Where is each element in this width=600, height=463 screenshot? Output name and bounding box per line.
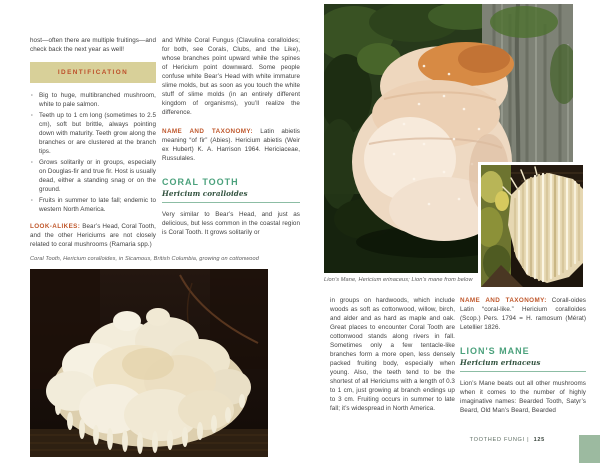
lions-mane-inset-photo (478, 162, 583, 287)
coral-tooth-paragraph: Very similar to Bear’s Head, and just as delicious, but less common in the coastal region is Coral Tooth. It grows solitarily or (162, 211, 300, 236)
identification-bullet: · Teeth up to 1 cm long (sometimes to 2.5 cm), soft but brittle, always pointing down with maturity. Teeth grow along the branches or are clustered at the branch tips. (30, 111, 156, 156)
taxonomy-paragraph (162, 127, 300, 163)
coral-tooth-photo (30, 269, 268, 457)
section-divider (460, 371, 586, 372)
section-divider (162, 202, 300, 203)
section-title: LION'S MANE (460, 346, 530, 356)
taxonomy-label: NAME AND TAXONOMY: (162, 128, 254, 135)
section-species-name: Hericium erinaceus (460, 358, 541, 367)
section-species-name: Hericium coralloides (162, 189, 248, 198)
identification-bullet: · Fruits in summer to late fall; endemic to western North America. (30, 196, 156, 214)
identification-bullet: · Grows solitarily or in groups, especially on Douglas-fir and true fir. Host is usually dead, either a standing snag or on the ground. (30, 158, 156, 194)
bears-head-paragraph: and White Coral Fungus (Clavulina coralloides; for both, see Corals, Clubs, and the Like), whose branches point upward while the spines of Hericium point downward. Some people confuse white Bear’s Head with white immature slime molds, but as soon as you touch the white stuff of slime molds (in an entirely different kingdom of organisms), you’ll realize the difference. (162, 37, 300, 116)
lions-mane-photo-caption: Lion’s Mane, Hericium erinaceus; Lion’s mane from below (324, 277, 473, 283)
section-title: CORAL TOOTH (162, 177, 239, 187)
right-page-column-1 (330, 296, 455, 421)
identification-box: IDENTIFICATION (30, 62, 156, 83)
look-alikes-paragraph (30, 222, 156, 249)
page-number: 125 (533, 437, 545, 443)
left-page-column-2 (162, 36, 300, 245)
look-alikes-label: LOOK-ALIKES: (30, 223, 81, 230)
identification-bullet-list (30, 91, 156, 214)
identification-bullet: · Big to huge, multibranched mushroom, white to pale salmon. (30, 91, 156, 109)
right-page-column-2 (460, 296, 586, 423)
look-alikes-text: Bear’s Head, Coral Tooth, and the other Hericiums are not closely related to coral mushrooms (Ramaria spp.) (30, 223, 156, 248)
taxonomy-text: Latin abietis meaning “of fir” (Abies). Hericium abietis (Weir ex Hubert) K. A. Harrison 1964. Hericiaceae, Russulales. (162, 128, 300, 162)
lions-mane-paragraph: Lion’s Mane beats out all other mushrooms when it comes to the number of highly imaginative names: Bearded Tooth, Satyr’s Beard, Old Man’s Beard, Bearded (460, 380, 586, 414)
page-footer (470, 437, 545, 443)
taxonomy-text: Corall-oides Latin “coral-like.” Hericium coralloides (Scop.) Pers. 1794 = H. ramosum (Mérat) Letellier 1826. (460, 297, 586, 331)
taxonomy-label: NAME AND TAXONOMY: (460, 297, 547, 304)
corner-color-block (579, 435, 600, 463)
taxonomy-paragraph (460, 296, 586, 332)
footer-section-title: TOOTHED FUNGI (469, 437, 525, 443)
lions-mane-section-heading (460, 346, 586, 372)
coral-tooth-continued-paragraph: in groups on hardwoods, which include woods as soft as cottonwood, willow, birch, and alder and as hard as maple and oak. Great places to encounter Coral Tooth are cottonwood stands along rivers in fall. Sometimes only a few tentacle-like branches form a more open, less densely packed fruiting body, especially when young. Also, the teeth tend to be the shortest of all Hericiums with a length of 0.3 to 1 cm, just growing at branch endings up to 3 cm. Fruiting occurs in summer to late fall; it’s widespread in North America. (330, 297, 455, 412)
coral-tooth-photo-caption: Coral Tooth, Hericium coralloides, in Sicamous, British Columbia, growing on cottonwood (30, 256, 259, 262)
footer-separator: | (527, 437, 530, 443)
intro-paragraph: host—often there are multiple fruitings—and check back the next year as well! (30, 37, 156, 53)
left-page-column-1 (30, 36, 156, 257)
coral-tooth-section-heading (162, 177, 300, 203)
